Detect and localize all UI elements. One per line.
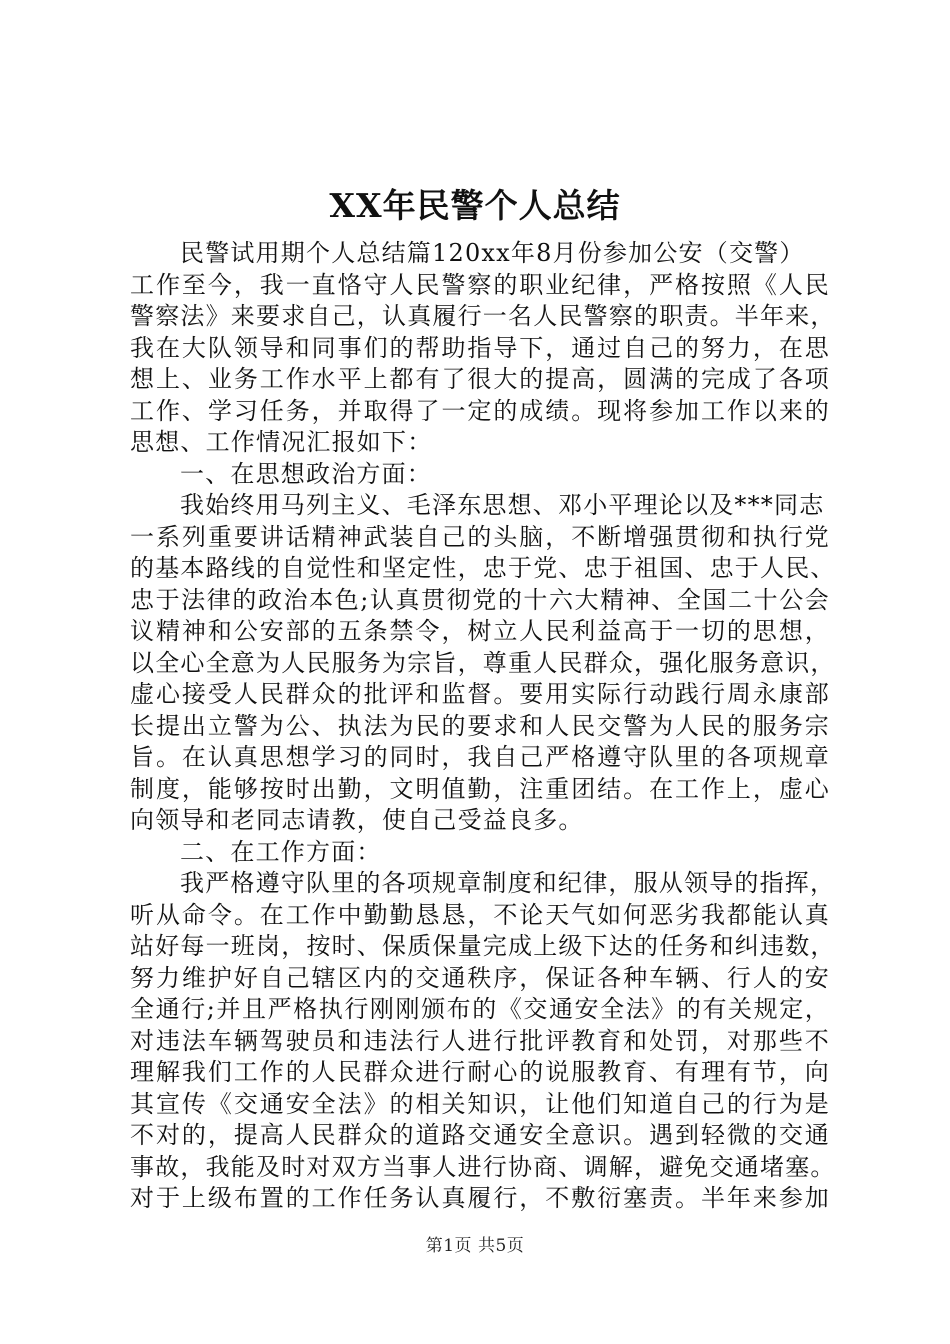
paragraph-line: 民警试用期个人总结篇120xx年8月份参加公安（交警） (180, 239, 805, 267)
paragraph-line: 警察法》来要求自己，认真履行一名人民警察的职责。半年来， (130, 302, 836, 330)
paragraph-line: 制度，能够按时出勤，文明值勤，注重团结。在工作上，虚心 (130, 774, 830, 803)
paragraph-line: 以全心全意为人民服务为宗旨，尊重人民群众，强化服务意识， (130, 648, 836, 677)
paragraph-line: 我在大队领导和同事们的帮助指导下，通过自己的努力，在思 (130, 333, 830, 362)
section-heading: 一、在思想政治方面： (180, 459, 432, 488)
paragraph-line: 一系列重要讲话精神武装自己的头脑，不断增强贯彻和执行党 (130, 522, 830, 551)
paragraph-line: 对违法车辆驾驶员和违法行人进行批评教育和处罚，对那些不 (130, 1026, 830, 1055)
paragraph-line: 的基本路线的自觉性和坚定性，忠于党、忠于祖国、忠于人民、 (130, 554, 836, 582)
page-number-footer: 第1页 共5页 (425, 1236, 525, 1256)
paragraph-line: 想上、业务工作水平上都有了很大的提高，圆满的完成了各项 (130, 365, 830, 393)
paragraph-line: 努力维护好自己辖区内的交通秩序，保证各种车辆、行人的安 (130, 963, 830, 992)
paragraph-line: 虚心接受人民群众的批评和监督。要用实际行动践行周永康部 (130, 680, 830, 708)
paragraph-line: 其宣传《交通安全法》的相关知识，让他们知道自己的行为是 (130, 1089, 830, 1118)
document-body (130, 238, 836, 1215)
paragraph-line: 我始终用马列主义、毛泽东思想、邓小平理论以及***同志 (180, 491, 825, 519)
paragraph-line: 忠于法律的政治本色;认真贯彻党的十六大精神、全国二十公会 (130, 585, 830, 614)
paragraph-line: 不对的，提高人民群众的道路交通安全意识。遇到轻微的交通 (130, 1121, 830, 1149)
paragraph-line: 工作、学习任务，并取得了一定的成绩。现将参加工作以来的 (130, 396, 830, 425)
paragraph-line: 思想、工作情况汇报如下： (130, 428, 433, 456)
paragraph-line: 我严格遵守队里的各项规章制度和纪律，服从领导的指挥， (180, 869, 836, 897)
paragraph-line: 听从命令。在工作中勤勤恳恳，不论天气如何恶劣我都能认真 (130, 900, 830, 929)
paragraph-line: 长提出立警为公、执法为民的要求和人民交警为人民的服务宗 (130, 711, 830, 740)
paragraph-line: 工作至今，我一直恪守人民警察的职业纪律，严格按照《人民 (130, 270, 830, 299)
paragraph-line: 全通行;并且严格执行刚刚颁布的《交通安全法》的有关规定， (130, 995, 830, 1023)
paragraph-line: 事故，我能及时对双方当事人进行协商、调解，避免交通堵塞。 (130, 1152, 836, 1181)
paragraph-line: 对于上级布置的工作任务认真履行，不敷衍塞责。半年来参加 (130, 1184, 830, 1212)
paragraph-line: 旨。在认真思想学习的同时，我自己严格遵守队里的各项规章 (130, 743, 830, 771)
paragraph-line: 议精神和公安部的五条禁令，树立人民利益高于一切的思想， (130, 617, 830, 645)
page-title: XX年民警个人总结 (329, 186, 621, 225)
paragraph-line: 向领导和老同志请教，使自己受益良多。 (130, 806, 584, 834)
paragraph-line: 站好每一班岗，按时、保质保量完成上级下达的任务和纠违数， (130, 932, 836, 960)
paragraph-line: 理解我们工作的人民群众进行耐心的说服教育、有理有节，向 (130, 1058, 830, 1086)
section-heading: 二、在工作方面： (180, 837, 382, 866)
